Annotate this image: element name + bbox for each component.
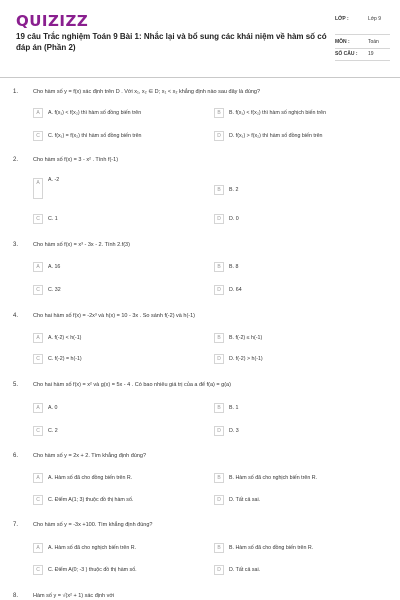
question-text: Cho hàm số f(x) = 3 - x² . Tính f(-1) <box>33 157 119 163</box>
answer-option-c[interactable] <box>33 426 193 437</box>
option-letter-box: D <box>214 214 224 224</box>
option-letter-box: B <box>214 262 224 272</box>
option-letter-box: C <box>33 131 43 141</box>
meta-value: Lớp 9 <box>368 16 382 22</box>
option-text: D. Tất cả sai. <box>229 567 261 573</box>
option-letter-box: C <box>33 426 43 436</box>
question-text: Hàm số y = √(x² + 1) xác định với <box>33 593 115 599</box>
answer-option-c[interactable] <box>33 354 193 365</box>
option-letter-box: C <box>33 495 43 505</box>
option-text: A. 16 <box>48 264 61 270</box>
option-text: A. -2 <box>48 177 60 183</box>
quizizz-logo: QUIZIZZ <box>16 12 89 30</box>
option-letter-box: C <box>33 565 43 575</box>
option-letter-box: B <box>214 473 224 483</box>
option-text: B. f(x₁) < f(x₂) thì hàm số nghịch biến trên <box>229 110 327 116</box>
worksheet-header <box>0 0 400 80</box>
question-number: 7. <box>13 522 19 528</box>
option-letter-box: A <box>33 473 43 483</box>
answer-option-d[interactable] <box>214 426 374 437</box>
option-letter-box: D <box>214 426 224 436</box>
option-letter-box: D <box>214 285 224 295</box>
option-letter-box: A <box>33 543 43 553</box>
answer-option-a[interactable] <box>33 473 193 484</box>
answer-option-b[interactable] <box>214 262 374 273</box>
option-text: C. Điểm A(1; 3) thuộc đồ thị hàm số. <box>48 497 134 503</box>
question-number: 3. <box>13 242 19 248</box>
option-letter-box: C <box>33 354 43 364</box>
option-text: C. 1 <box>48 216 58 222</box>
worksheet-meta <box>335 14 390 61</box>
option-text: D. 3 <box>229 428 239 434</box>
answer-option-a[interactable] <box>33 262 193 273</box>
option-text: D. 64 <box>229 287 242 293</box>
answer-option-b[interactable] <box>214 543 374 554</box>
question-number: 6. <box>13 453 19 459</box>
option-text: C. 32 <box>48 287 61 293</box>
meta-row-class <box>335 14 390 35</box>
option-text: A. f(x₁) < f(x₂) thì hàm số đồng biến trên <box>48 110 142 116</box>
option-letter-box: A <box>33 108 43 118</box>
answer-option-a[interactable] <box>33 403 193 414</box>
option-letter-box: A <box>33 262 43 272</box>
option-text: D. f(x₁) > f(x₂) thì hàm số đồng biến trên <box>229 133 323 139</box>
option-letter-box: B <box>214 185 224 195</box>
option-text: B. Hàm số đã cho nghịch biến trên R. <box>229 475 318 481</box>
answer-option-d[interactable] <box>214 565 374 576</box>
meta-value: 19 <box>368 51 374 57</box>
question-text: Cho hàm số y = f(x) xác định trên D . Với x₁, x₂ ∈ D; x₁ < x₂ khẳng định nào sau đây là đúng? <box>33 89 261 95</box>
answer-option-b[interactable] <box>214 333 374 344</box>
option-letter-box: D <box>214 495 224 505</box>
question-number: 1. <box>13 89 19 95</box>
answer-option-d[interactable] <box>214 285 374 296</box>
option-letter-box: D <box>214 354 224 364</box>
option-letter-box: A <box>33 403 43 413</box>
answer-option-c[interactable] <box>33 495 193 506</box>
question-number: 4. <box>13 313 19 319</box>
option-text: B. f(-2) ≤ h(-1) <box>229 335 263 341</box>
question-text: Cho hàm số f(x) = x³ - 3x - 2. Tính 2.f(3) <box>33 242 130 248</box>
option-letter-box: A <box>33 178 43 199</box>
worksheet-title: 19 câu Trắc nghiệm Toán 9 Bài 1: Nhắc lại và bổ sung các khái niệm về hàm số có đáp án (Phần 2) <box>16 32 327 52</box>
option-letter-box: B <box>214 543 224 553</box>
answer-option-d[interactable] <box>214 495 374 506</box>
option-text: D. f(-2) > h(-1) <box>229 356 263 362</box>
option-text: D. Tất cả sai. <box>229 497 261 503</box>
answer-option-a[interactable] <box>33 543 193 554</box>
answer-option-a[interactable] <box>33 178 193 189</box>
answer-option-d[interactable] <box>214 354 374 365</box>
question-number: 8. <box>13 593 19 599</box>
answer-option-a[interactable] <box>33 333 193 344</box>
answer-option-c[interactable] <box>33 214 193 225</box>
option-text: C. 2 <box>48 428 58 434</box>
question-text: Cho hai hàm số f(x) = -2x³ và h(x) = 10 - 3x . So sánh f(-2) và h(-1) <box>33 313 196 319</box>
answer-option-d[interactable] <box>214 214 374 225</box>
option-text: A. 0 <box>48 405 58 411</box>
question-text: Cho hàm số y = -3x +100. Tìm khẳng định đúng? <box>33 522 153 528</box>
question-text: Cho hàm số y = 2x + 2. Tìm khẳng định đúng? <box>33 453 147 459</box>
option-text: D. 0 <box>229 216 239 222</box>
meta-row-count <box>335 49 390 61</box>
option-text: C. f(x₁) = f(x₂) thì hàm số đồng biến trên <box>48 133 142 139</box>
question-number: 5. <box>13 382 19 388</box>
option-text: C. Điểm A(0; -3 ) thuộc đồ thị hàm số. <box>48 567 137 573</box>
answer-option-b[interactable] <box>214 108 374 119</box>
answer-option-c[interactable] <box>33 565 193 576</box>
option-letter-box: D <box>214 565 224 575</box>
meta-value: Toán <box>368 39 379 45</box>
answer-option-c[interactable] <box>33 285 193 296</box>
option-text: B. Hàm số đã cho đồng biến trên R. <box>229 545 314 551</box>
option-letter-box: D <box>214 131 224 141</box>
header-divider <box>0 77 400 78</box>
meta-key: LỚP : <box>335 16 349 22</box>
answer-option-b[interactable] <box>214 403 374 414</box>
answer-option-b[interactable] <box>214 473 374 484</box>
question-text: Cho hai hàm số f(x) = x² và g(x) = 5x - 4 . Có bao nhiêu giá trị của a để f(a) = g(a) <box>33 382 231 388</box>
option-letter-box: B <box>214 108 224 118</box>
option-text: C. f(-2) = h(-1) <box>48 356 82 362</box>
question-number: 2. <box>13 157 19 163</box>
option-letter-box: C <box>33 214 43 224</box>
option-letter-box: A <box>33 333 43 343</box>
meta-key: MÔN : <box>335 39 350 45</box>
option-text: A. Hàm số đã cho đồng biến trên R. <box>48 475 133 481</box>
option-text: B. 2 <box>229 187 239 193</box>
meta-row-subject <box>335 35 390 49</box>
option-letter-box: B <box>214 333 224 343</box>
option-letter-box: B <box>214 403 224 413</box>
answer-option-c[interactable] <box>33 131 193 142</box>
answer-option-d[interactable] <box>214 131 374 142</box>
answer-option-b[interactable] <box>214 185 374 196</box>
option-text: A. Hàm số đã cho nghịch biến trên R. <box>48 545 137 551</box>
option-text: A. f(-2) < h(-1) <box>48 335 82 341</box>
option-text: B. 8 <box>229 264 239 270</box>
option-text: B. 1 <box>229 405 239 411</box>
option-letter-box: C <box>33 285 43 295</box>
meta-key: SỐ CÂU : <box>335 51 358 57</box>
answer-option-a[interactable] <box>33 108 193 119</box>
